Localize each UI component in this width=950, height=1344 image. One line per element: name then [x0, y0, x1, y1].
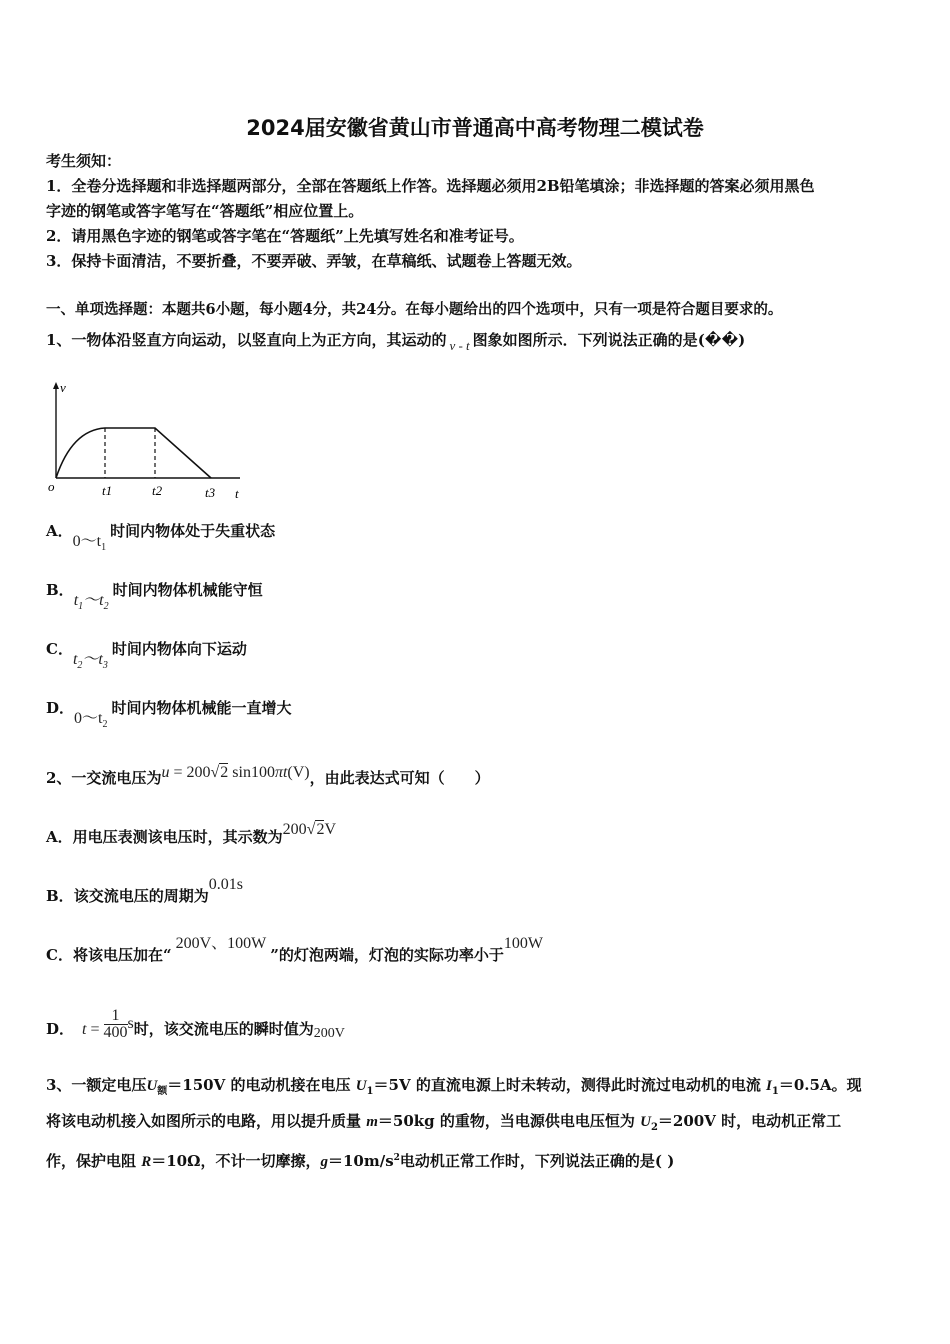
- math-superscript: 2: [393, 1153, 400, 1163]
- stem-math: v - t: [449, 338, 470, 353]
- option-math: 100W: [503, 935, 544, 952]
- option-math: 200V: [313, 1026, 345, 1042]
- question-text: 将该电动机接入如图所示的电路，用以提升质量: [46, 1112, 367, 1130]
- option-b: [46, 579, 263, 612]
- math-subscript: 2: [650, 1122, 658, 1133]
- notice-item: 1．全卷分选择题和非选择题两部分，全部在答题纸上作答。选择题必须用2B铅笔填涂；非选择题的答案必须用黑色: [46, 177, 815, 195]
- option-label: D．: [46, 699, 75, 717]
- option-d: [46, 1007, 345, 1047]
- option-math: $0\sim t_1$: [72, 533, 107, 553]
- option-d: [46, 697, 292, 730]
- y-axis-label: v: [60, 380, 66, 395]
- question-text: 电动机正常工作时，下列说法正确的是( ): [399, 1152, 675, 1170]
- option-label: C．: [46, 640, 73, 658]
- math-variable: U: [146, 1078, 158, 1094]
- option-label: B．: [46, 887, 74, 905]
- page-title: 2024届安徽省黄山市普通高中高考物理二模试卷: [246, 116, 704, 140]
- stem-text: 图象如图所示．下列说法正确的是: [472, 331, 698, 349]
- option-c: [46, 638, 247, 671]
- velocity-curve: [56, 428, 211, 478]
- option-label: D．: [46, 1020, 75, 1039]
- stem-math: u = 200√2 sin100πt(V): [161, 764, 310, 781]
- option-math: t = $\frac{1}{400}$ s: [82, 1007, 134, 1041]
- stem-text: ，由此表达式可知（ ）: [309, 769, 490, 787]
- question-3-line: [46, 1110, 841, 1139]
- stem-end: (��): [697, 331, 746, 349]
- option-text: ”的灯泡两端，灯泡的实际功率小于: [270, 946, 504, 964]
- question-2-stem: [46, 764, 490, 790]
- notice-item: 3．保持卡面清洁，不要折叠，不要弄破、弄皱，在草稿纸、试题卷上答题无效。: [46, 252, 582, 270]
- option-math: $t_1\sim t_2$: [73, 592, 109, 612]
- math-variable: g: [320, 1154, 328, 1170]
- math-variable: m: [366, 1114, 378, 1130]
- option-text: 时间内物体向下运动: [111, 640, 247, 658]
- question-text: ＝10m/s: [327, 1152, 394, 1170]
- question-text: ＝10Ω，不计一切摩擦，: [151, 1152, 321, 1170]
- math-subscript: 额: [157, 1086, 168, 1097]
- option-math: 200√2V: [282, 821, 336, 838]
- question-3-line: [46, 1147, 674, 1173]
- question-1-stem: [46, 329, 745, 357]
- question-text: ＝200V 时，电动机正常工: [657, 1112, 842, 1130]
- option-label: C．: [46, 946, 73, 964]
- math-subscript: 1: [771, 1086, 779, 1097]
- option-text: 用电压表测该电压时，其示数为: [72, 828, 283, 846]
- option-a: [46, 821, 336, 849]
- question-text: ＝50kg 的重物，当电源供电电压恒为: [377, 1112, 641, 1130]
- option-text: 时，该交流电压的瞬时值为: [133, 1020, 314, 1039]
- x-axis-label: t: [235, 486, 239, 501]
- math-variable: R: [141, 1154, 152, 1170]
- option-math: $0\sim t_2$: [74, 710, 108, 730]
- tick-label: t1: [102, 483, 113, 498]
- option-math: $t_2\sim t_3$: [72, 651, 108, 671]
- v-t-graph: [42, 380, 252, 505]
- tick-label: t3: [205, 485, 216, 500]
- option-text: 该交流电压的周期为: [73, 887, 209, 905]
- question-3-line: [46, 1074, 862, 1103]
- option-math: 200V、100W: [175, 935, 267, 952]
- question-text: 3、一额定电压: [46, 1076, 147, 1094]
- question-text: ＝5V 的直流电源上时未转动，测得此时流过电动机的电流: [373, 1076, 767, 1094]
- stem-text: 2、一交流电压为: [46, 769, 162, 787]
- origin-label: o: [48, 479, 55, 494]
- math-variable: U: [640, 1114, 651, 1130]
- option-text: 时间内物体处于失重状态: [110, 522, 276, 540]
- stem-text: 1、一物体沿竖直方向运动，以竖直向上为正方向，其运动的: [46, 331, 447, 349]
- notice-item: 2．请用黑色字迹的钢笔或答字笔在“答题纸”上先填写姓名和准考证号。: [46, 227, 524, 245]
- y-axis-arrow: [53, 382, 59, 389]
- notice-heading: 考生须知：: [46, 152, 122, 170]
- math-variable: U: [355, 1078, 367, 1094]
- math-subscript: 1: [366, 1086, 374, 1097]
- option-a: [46, 520, 276, 553]
- question-text: ＝0.5A。现: [778, 1076, 862, 1094]
- option-c: [46, 935, 544, 967]
- tick-label: t2: [152, 483, 163, 498]
- option-b: [46, 876, 243, 908]
- option-text: 将该电压加在“: [72, 946, 172, 964]
- notice-item: 字迹的钢笔或答字笔写在“答题纸”相应位置上。: [46, 202, 364, 220]
- option-label: A．: [46, 522, 73, 540]
- question-text: 作，保护电阻: [46, 1152, 142, 1170]
- section-heading: 一、单项选择题：本题共6小题，每小题4分，共24分。在每小题给出的四个选项中，只有一项是符合题目要求的。: [46, 301, 783, 318]
- option-label: B．: [46, 581, 74, 599]
- option-label: A．: [46, 828, 73, 846]
- option-math: 0.01s: [208, 876, 243, 893]
- math-variable: I: [766, 1078, 772, 1094]
- option-text: 时间内物体机械能一直增大: [111, 699, 292, 717]
- option-text: 时间内物体机械能守恒: [112, 581, 263, 599]
- question-text: ＝150V 的电动机接在电压: [167, 1076, 356, 1094]
